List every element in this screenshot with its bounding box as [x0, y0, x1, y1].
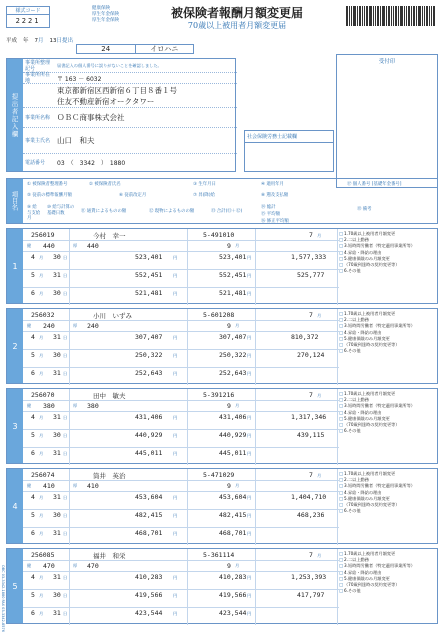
remarks-option[interactable]: □ 3.短時間労働者（特定適用事業所等）: [339, 403, 437, 409]
pay-total: 419,566: [219, 591, 247, 599]
record-block: 1 256019 今村 幸一 5-491010 7 月 健 440 厚 440 9 月 4 月 30 日 523,401 円 523,401 円 5 月 31 日 552,451 円 552,451 円 6 月 30 日 521,481 円 521,481 円 1,577,333 525,777 □ 1.70歳以上被用者月額変更 □ 2.二以上勤務 □ 3.短時間労働者（特定適用事業所等） □ 4.昇給・降給の理由 □ 5.健康保険のみ月額変更 □ （70歳到達時の契約変更等） □ 6.その他: [6, 228, 438, 304]
pay-total: 423,544: [219, 609, 247, 617]
pay-amount: 552,451: [135, 271, 163, 279]
form-code-label: 様式コード: [7, 7, 49, 15]
remarks-option[interactable]: □ 6.その他: [339, 588, 437, 594]
pay-days: 30: [53, 511, 61, 519]
record-block: 2 256032 小川 いずみ 5-601208 7 月 健 240 厚 240 9 月 4 月 31 日 307,407 円 307,407 円 5 月 30 日 250,322 円 250,322 円 6 月 31 日 252,643 円 252,643 円 810,372 270,124 □ 1.70歳以上被用者月額変更 □ 2.二以上勤務 □ 3.短時間労働者（特定適用事業所等） □ 4.昇給・降給の理由 □ 5.健康保険のみ月額変更 □ （70歳到達時の契約変更等） □ 6.その他: [6, 308, 438, 384]
remarks-option[interactable]: □ 2.二以上勤務: [339, 317, 437, 323]
pay-amount: 423,544: [135, 609, 163, 617]
insurance-type-list: [92, 6, 119, 24]
sr-section: [244, 130, 334, 172]
sr-label: 社会保険労務士記載欄: [245, 131, 333, 143]
header-cell: ⑬ 合計(⑪＋⑫): [211, 209, 243, 214]
submitter-row: [23, 59, 237, 73]
remarks-option[interactable]: □ 3.短時間労働者（特定適用事業所等）: [339, 483, 437, 489]
pay-days: 30: [53, 431, 61, 439]
sum-total: 1,577,333: [291, 253, 327, 261]
prev-pension: 240: [87, 322, 99, 330]
record-block: 4 256074 筒井 英治 5-471029 7 月 健 410 厚 410 9 月 4 月 31 日 453,604 円 453,604 円 5 月 30 日 482,415 円 482,415 円 6 月 31 日 468,701 円 468,701 円 1,404,710 468,236 □ 1.70歳以上被用者月額変更 □ 2.二以上勤務 □ 3.短時間労働者（特定適用事業所等） □ 4.昇給・降給の理由 □ 5.健康保険のみ月額変更 □ （70歳到達時の契約変更等） □ 6.その他: [6, 468, 438, 544]
pay-amount: 419,566: [135, 591, 163, 599]
apply-month: 7: [309, 471, 313, 479]
insured-id: 256074: [31, 471, 55, 479]
record-number: 1: [7, 229, 23, 303]
pay-days: 30: [53, 351, 61, 359]
birth-date: 5-361114: [203, 551, 235, 559]
prev-rev-month: 9: [227, 322, 231, 330]
remarks-option[interactable]: □ 6.その他: [339, 428, 437, 434]
apply-month: 7: [309, 551, 313, 559]
record-block: 5 256085 福井 和栄 5-361114 7 月 健 470 厚 470 9 月 4 月 31 日 410,283 円 410,283 円 5 月 30 日 419,566 円 419,566 円 6 月 31 日 423,544 円 423,544 円 1,253,393 417,797 □ 1.70歳以上被用者月額変更 □ 2.二以上勤務 □ 3.短時間労働者（特定適用事業所等） □ 4.昇給・降給の理由 □ 5.健康保険のみ月額変更 □ （70歳到達時の契約変更等） □ 6.その他: [6, 548, 438, 624]
header-cell: ⑦ 昇(降)給: [193, 193, 215, 198]
average-amount: 468,236: [297, 511, 325, 519]
remarks-option[interactable]: □ 1.70歳以上被用者月額変更: [339, 391, 437, 397]
submitter-row: [23, 154, 237, 171]
pay-total: 250,322: [219, 351, 247, 359]
pay-total: 523,401: [219, 253, 247, 261]
remarks-option[interactable]: □ 1.70歳以上被用者月額変更: [339, 231, 437, 237]
pay-days: 31: [53, 271, 61, 279]
header-cell: ⑥ 従前改定月: [119, 193, 147, 198]
pay-month: 6: [31, 609, 35, 617]
pay-total: 410,283: [219, 573, 247, 581]
pay-days: 30: [53, 289, 61, 297]
office-code-box: [76, 44, 194, 54]
office-name: ＯＢＣ商事株式会社: [57, 113, 125, 122]
insured-name: 福井 和栄: [93, 552, 126, 560]
pay-total: 431,406: [219, 413, 247, 421]
prev-rev-month: 9: [227, 482, 231, 490]
submitter-label: 電話番号: [25, 159, 46, 166]
date-day-suffix: 日提出: [56, 38, 74, 44]
pay-amount: 482,415: [135, 511, 163, 519]
remarks-option[interactable]: □ 4.昇給・降給の理由: [339, 490, 437, 496]
remarks-option[interactable]: □ 3.短時間労働者（特定適用事業所等）: [339, 563, 437, 569]
birth-date: 5-471029: [203, 471, 235, 479]
items-side-label: 項目名: [7, 179, 23, 223]
pay-month: 6: [31, 289, 35, 297]
apply-month: 7: [309, 311, 313, 319]
sum-total: 1,404,710: [291, 493, 327, 501]
header-cell: ⑯ 修正平均額: [261, 219, 289, 224]
pay-month: 6: [31, 369, 35, 377]
pay-total: 552,451: [219, 271, 247, 279]
receipt-stamp-box: [336, 54, 438, 188]
pay-days: 31: [53, 609, 61, 617]
pay-amount: 252,643: [135, 369, 163, 377]
submitter-label: 事業所整理記号: [25, 59, 51, 72]
pay-days: 30: [53, 591, 61, 599]
header-cell: ④ 適用年月: [261, 182, 284, 187]
pay-days: 30: [53, 253, 61, 261]
remarks-option[interactable]: □ 6.その他: [339, 508, 437, 514]
remarks-option[interactable]: □ 5.健康保険のみ月額変更: [339, 336, 437, 342]
pay-month: 5: [31, 431, 35, 439]
date-year-suffix: 年: [23, 38, 29, 44]
sum-total: 810,372: [291, 333, 319, 341]
record-number: 4: [7, 469, 23, 543]
pay-month: 4: [31, 493, 35, 501]
remarks-option[interactable]: □ 5.健康保険のみ月額変更: [339, 256, 437, 262]
submitter-row: [23, 108, 237, 128]
pay-amount: 521,481: [135, 289, 163, 297]
header-cell: ⑰ 個人番号 [基礎年金番号]: [347, 182, 402, 187]
remarks-option[interactable]: □ （70歳到達時の契約変更等）: [339, 582, 437, 588]
header-cell: ⑭ 総計: [261, 205, 276, 210]
prev-pension: 440: [87, 242, 99, 250]
prev-health: 440: [43, 242, 55, 250]
pay-total: 468,701: [219, 529, 247, 537]
pay-month: 5: [31, 351, 35, 359]
remarks-option[interactable]: □ 4.昇給・降給の理由: [339, 570, 437, 576]
remarks-option[interactable]: □ 6.その他: [339, 268, 437, 274]
office-code-part: 24: [77, 45, 136, 53]
header-cell: ③ 生年月日: [193, 182, 216, 187]
pay-total: 307,407: [219, 333, 247, 341]
insured-name: 筒井 英治: [93, 472, 126, 480]
remarks-option[interactable]: □ 5.健康保険のみ月額変更: [339, 576, 437, 582]
pay-amount: 307,407: [135, 333, 163, 341]
form-code-box: [6, 6, 50, 28]
remarks-option[interactable]: □ 2.二以上勤務: [339, 397, 437, 403]
prev-rev-month: 9: [227, 562, 231, 570]
apply-month: 7: [309, 391, 313, 399]
remarks-option[interactable]: □ 4.昇給・降給の理由: [339, 330, 437, 336]
prev-pension: 470: [87, 562, 99, 570]
insurance-type: 厚生年金保険: [92, 18, 119, 23]
insurance-type: 健康保険: [92, 6, 110, 11]
submitter-section: [6, 58, 236, 172]
pay-total: 521,481: [219, 289, 247, 297]
remarks-option[interactable]: □ 4.昇給・降給の理由: [339, 410, 437, 416]
submission-date: [6, 36, 73, 44]
submitter-label: 事業主氏名: [25, 137, 51, 144]
footer-note: OBC 03-3342-1880 FAX 03-3342-8576: [1, 565, 5, 632]
birth-date: 5-491010: [203, 231, 235, 239]
pay-amount: 445,011: [135, 449, 163, 457]
remarks-option[interactable]: □ （70歳到達時の契約変更等）: [339, 502, 437, 508]
form-code-value: 2221: [15, 17, 41, 25]
remarks-option[interactable]: □ 1.70歳以上被用者月額変更: [339, 311, 437, 317]
owner-name: 山口 和夫: [57, 136, 95, 145]
remarks-checklist: [339, 231, 437, 274]
pay-month: 5: [31, 511, 35, 519]
insured-id: 256032: [31, 311, 55, 319]
pay-total: 482,415: [219, 511, 247, 519]
date-month: 7: [34, 38, 39, 44]
remarks-option[interactable]: □ 2.二以上勤務: [339, 557, 437, 563]
remarks-checklist: [339, 311, 437, 354]
remarks-option[interactable]: □ （70歳到達時の契約変更等）: [339, 262, 437, 268]
remarks-checklist: [339, 391, 437, 434]
date-day: 13: [49, 38, 57, 44]
receipt-label: 受付印: [378, 59, 396, 65]
average-amount: 439,115: [297, 431, 325, 439]
pay-month: 4: [31, 253, 35, 261]
pay-total: 445,011: [219, 449, 247, 457]
items-header: [6, 178, 438, 224]
record-number: 3: [7, 389, 23, 463]
pay-month: 6: [31, 529, 35, 537]
pay-amount: 410,283: [135, 573, 163, 581]
birth-date: 5-391216: [203, 391, 235, 399]
submitter-label: 事業所所在地: [25, 72, 51, 84]
address-line-1: 東京都新宿区西新宿６丁目８番１号: [57, 85, 177, 95]
remarks-option[interactable]: □ 2.二以上勤務: [339, 237, 437, 243]
pay-month: 5: [31, 271, 35, 279]
prev-rev-month: 9: [227, 242, 231, 250]
remarks-option[interactable]: □ （70歳到達時の契約変更等）: [339, 422, 437, 428]
header-cell: ⑪ 通貨によるものの額: [81, 209, 127, 214]
address-line-2: 住友不動産新宿オークタワー: [57, 97, 155, 106]
submitter-row: [23, 96, 237, 108]
header-cell: ⑮ 平均額: [261, 212, 280, 217]
submitter-row: [23, 73, 237, 84]
form-subtitle: 70歳以上被用者月額変更届: [187, 21, 287, 30]
submitter-row: [23, 84, 237, 96]
remarks-option[interactable]: □ （70歳到達時の契約変更等）: [339, 342, 437, 348]
date-era: 平成: [6, 38, 18, 44]
submitter-label: 事業所名称: [25, 114, 51, 121]
remarks-checklist: [339, 551, 437, 594]
apply-month: 7: [309, 231, 313, 239]
pay-total: 440,929: [219, 431, 247, 439]
remarks-option[interactable]: □ 3.短時間労働者（特定適用事業所等）: [339, 323, 437, 329]
pay-days: 31: [53, 333, 61, 341]
prev-rev-month: 9: [227, 402, 231, 410]
phone-number: 03 （ 3342 ） 1880: [57, 160, 126, 167]
remarks-option[interactable]: □ 1.70歳以上被用者月額変更: [339, 551, 437, 557]
pay-month: 4: [31, 573, 35, 581]
pay-total: 453,604: [219, 493, 247, 501]
submitter-note: 届書記入の個人番号に誤りがないことを確認しました。: [57, 62, 162, 68]
record-number: 2: [7, 309, 23, 383]
sum-total: 1,253,393: [291, 573, 327, 581]
pay-amount: 440,929: [135, 431, 163, 439]
prev-health: 470: [43, 562, 55, 570]
pay-total: 252,643: [219, 369, 247, 377]
pay-days: 31: [53, 369, 61, 377]
pay-amount: 468,701: [135, 529, 163, 537]
header-cell: ⑧ 遡及支払額: [261, 193, 289, 198]
insured-id: 256019: [31, 231, 55, 239]
remarks-option[interactable]: □ 4.昇給・降給の理由: [339, 250, 437, 256]
insured-id: 256070: [31, 391, 55, 399]
header-cell: ② 被保険者氏名: [89, 182, 121, 187]
pay-amount: 453,604: [135, 493, 163, 501]
insured-name: 田中 敏夫: [93, 392, 126, 400]
average-amount: 270,124: [297, 351, 325, 359]
pay-amount: 250,322: [135, 351, 163, 359]
pay-month: 5: [31, 591, 35, 599]
record-number: 5: [7, 549, 23, 623]
header-cell: ⑩ 給与計算の基礎日数: [47, 205, 75, 216]
submitter-side-label: 提出者記入欄: [7, 59, 23, 171]
date-month-suffix: 月: [38, 38, 44, 44]
insured-name: 今村 幸一: [93, 232, 126, 240]
header-cell: ⑫ 現物によるものの額: [149, 209, 195, 214]
prev-pension: 380: [87, 402, 99, 410]
insured-id: 256085: [31, 551, 55, 559]
form-title: 被保険者報酬月額変更届: [170, 6, 303, 20]
remarks-option[interactable]: □ 3.短時間労働者（特定適用事業所等）: [339, 243, 437, 249]
pay-month: 4: [31, 413, 35, 421]
record-block: 3 256070 田中 敏夫 5-391216 7 月 健 380 厚 380 9 月 4 月 31 日 431,406 円 431,406 円 5 月 30 日 440,929 円 440,929 円 6 月 31 日 445,011 円 445,011 円 1,317,346 439,115 □ 1.70歳以上被用者月額変更 □ 2.二以上勤務 □ 3.短時間労働者（特定適用事業所等） □ 4.昇給・降給の理由 □ 5.健康保険のみ月額変更 □ （70歳到達時の契約変更等） □ 6.その他: [6, 388, 438, 464]
header-cell: ⑱ 備考: [357, 207, 372, 212]
remarks-option[interactable]: □ 1.70歳以上被用者月額変更: [339, 471, 437, 477]
average-amount: 417,797: [297, 591, 325, 599]
insurance-type: 厚生年金保険: [92, 12, 119, 17]
postal-code: 〒 163 － 6032: [57, 75, 102, 83]
pay-amount: 431,406: [135, 413, 163, 421]
submitter-row: [23, 128, 237, 154]
office-code-part: イロハニ: [150, 45, 179, 53]
insured-name: 小川 いずみ: [93, 312, 132, 320]
remarks-checklist: [339, 471, 437, 514]
sum-total: 1,317,346: [291, 413, 327, 421]
pay-days: 31: [53, 449, 61, 457]
header-cell: ⑨ 給与支給月: [27, 205, 41, 221]
pay-days: 31: [53, 573, 61, 581]
remarks-option[interactable]: □ 5.健康保険のみ月額変更: [339, 496, 437, 502]
pay-days: 31: [53, 529, 61, 537]
prev-health: 380: [43, 402, 55, 410]
remarks-option[interactable]: □ 5.健康保険のみ月額変更: [339, 416, 437, 422]
remarks-option[interactable]: □ 6.その他: [339, 348, 437, 354]
header-cell: ⑤ 従前の標準報酬月額: [27, 193, 72, 198]
pay-days: 31: [53, 413, 61, 421]
pay-days: 31: [53, 493, 61, 501]
birth-date: 5-601208: [203, 311, 235, 319]
prev-health: 410: [43, 482, 55, 490]
pay-month: 6: [31, 449, 35, 457]
prev-pension: 410: [87, 482, 99, 490]
pay-month: 4: [31, 333, 35, 341]
prev-health: 240: [43, 322, 55, 330]
remarks-option[interactable]: □ 2.二以上勤務: [339, 477, 437, 483]
barcode-image: [346, 6, 438, 26]
average-amount: 525,777: [297, 271, 325, 279]
pay-amount: 523,401: [135, 253, 163, 261]
header-cell: ① 被保険者整理番号: [27, 182, 68, 187]
